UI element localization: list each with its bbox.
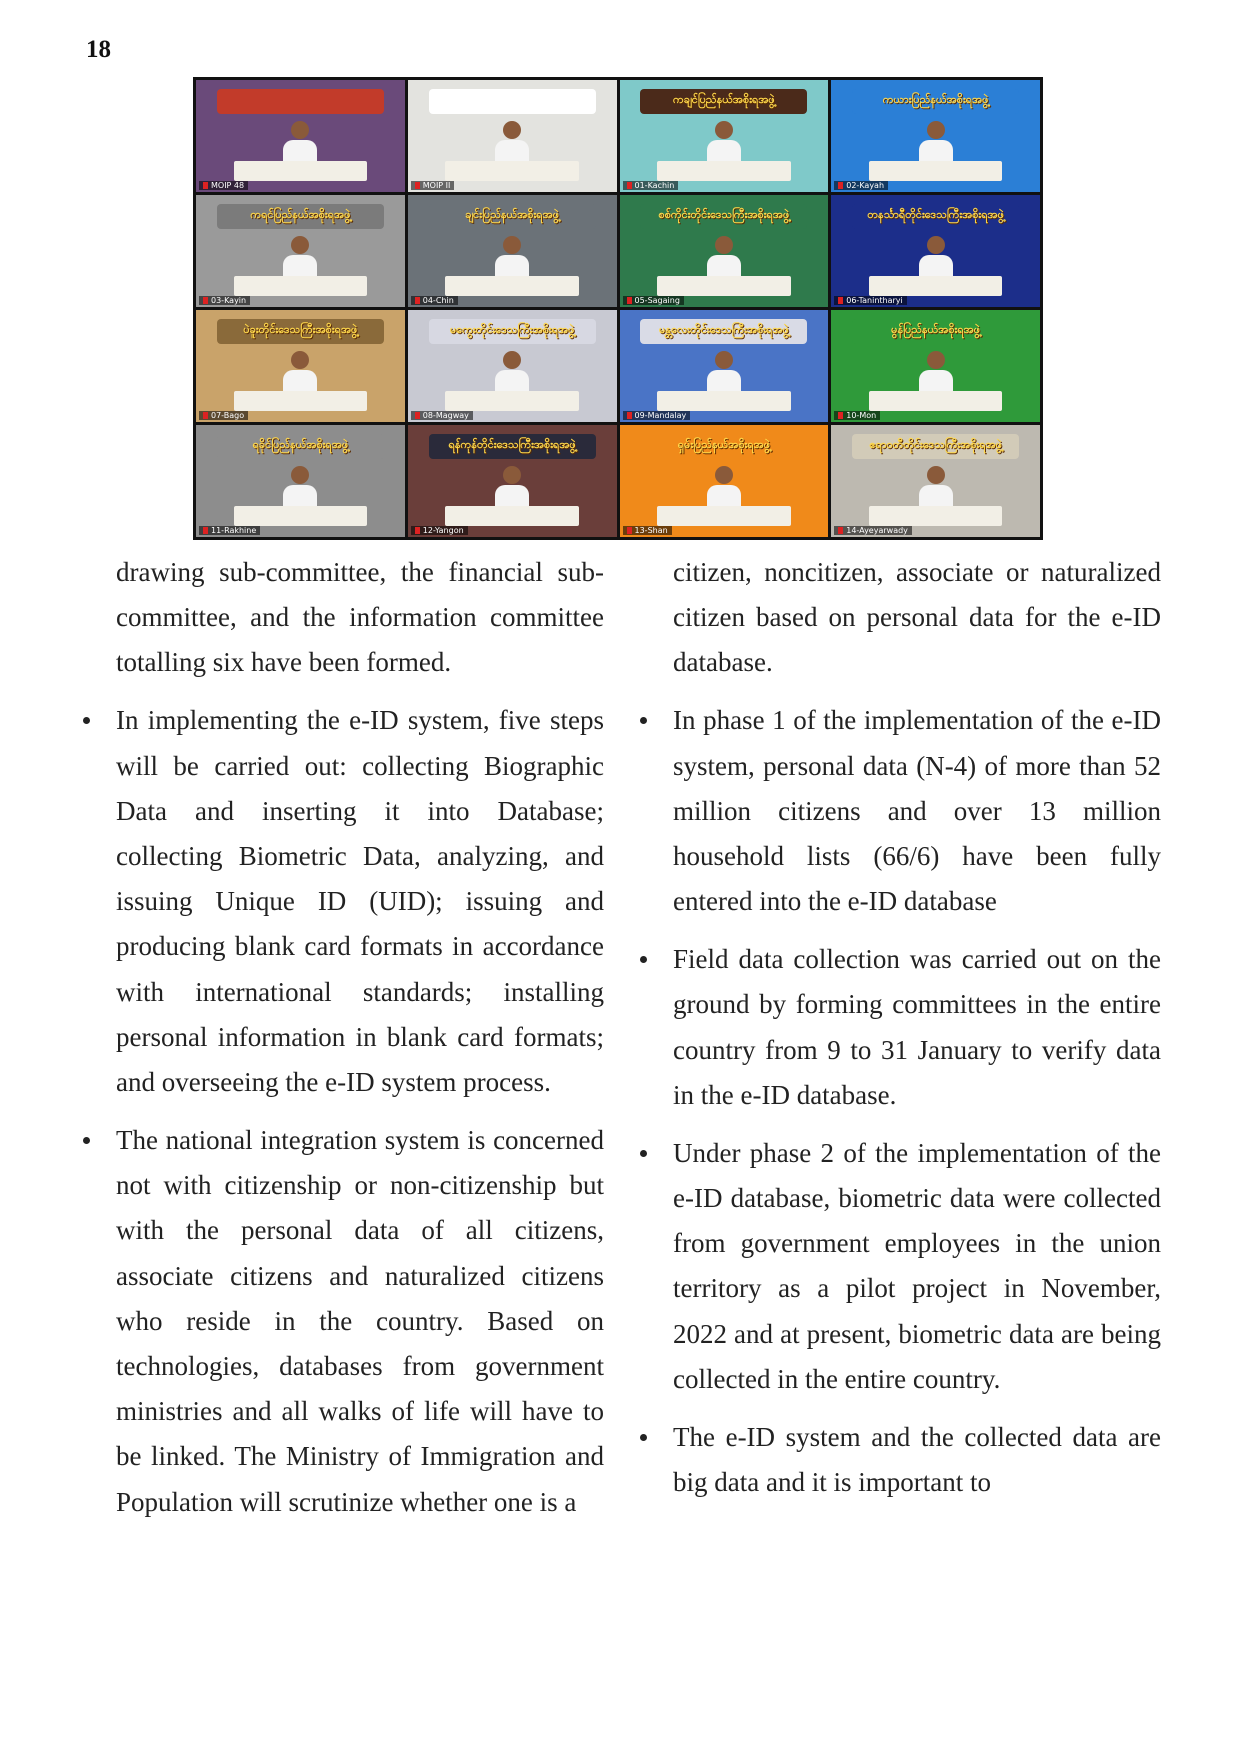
tile-label: 14-Ayeyarwady <box>834 526 912 535</box>
page-number: 18 <box>86 36 111 63</box>
conference-tile <box>408 80 617 192</box>
conference-tile <box>831 425 1040 537</box>
conference-tile <box>620 425 829 537</box>
tile-label: MOIP II <box>411 181 455 190</box>
bullet-item: The e-ID system and the collected data are big data and it is important to <box>673 1415 1161 1505</box>
right-continuation-paragraph: citizen, noncitizen, associate or naturalized citizen based on personal data for the e-ID database. <box>673 557 1161 678</box>
tile-banner <box>217 89 384 114</box>
conference-tile <box>620 80 829 192</box>
tile-banner: ပဲခူးတိုင်းဒေသကြီးအစိုးရအဖွဲ့ <box>217 319 384 344</box>
tile-label: 05-Sagaing <box>623 296 684 305</box>
tile-label: 06-Tanintharyi <box>834 296 907 305</box>
desk <box>445 506 579 526</box>
bullet-item: Under phase 2 of the implementation of the e-ID database, biometric data were collected from government employees in the union territory as a pilot project in November, 2022 and at present, biometric data are being collected in the entire country. <box>673 1131 1161 1402</box>
bullet-item: In implementing the e-ID system, five steps will be carried out: collecting Biographic Data and inserting it into Database; collecting Biometric Data, analyzing, and issuing Unique ID (UID); issuing and producing blank card formats in accordance with international standards; installing personal information in blank card formats; and overseeing the e-ID system process. <box>116 698 604 1105</box>
desk <box>657 276 791 296</box>
tile-banner: မန္တလေးတိုင်းဒေသကြီးအစိုးရအဖွဲ့ <box>640 319 807 344</box>
tile-banner <box>429 89 596 114</box>
tile-banner: မကွေးတိုင်းဒေသကြီးအစိုးရအဖွဲ့ <box>429 319 596 344</box>
tile-banner: ဧရာဝတီတိုင်းဒေသကြီးအစိုးရအဖွဲ့ <box>852 434 1019 459</box>
right-column <box>673 550 1161 1505</box>
tile-label: 13-Shan <box>623 526 672 535</box>
desk <box>869 276 1003 296</box>
desk <box>234 506 368 526</box>
tile-banner: ချင်းပြည်နယ်အစိုးရအဖွဲ့ <box>429 204 596 229</box>
desk <box>657 161 791 181</box>
tile-banner: စစ်ကိုင်းတိုင်းဒေသကြီးအစိုးရအဖွဲ့ <box>640 204 807 229</box>
tile-banner: ရှမ်းပြည်နယ်အစိုးရအဖွဲ့ <box>640 434 807 459</box>
tile-label: 08-Magway <box>411 411 473 420</box>
desk <box>869 161 1003 181</box>
desk <box>234 391 368 411</box>
desk <box>445 161 579 181</box>
tile-banner: ကချင်ပြည်နယ်အစိုးရအဖွဲ့ <box>640 89 807 114</box>
video-conference-photo <box>193 77 1043 540</box>
conference-tile <box>620 195 829 307</box>
tile-label: 02-Kayah <box>834 181 888 190</box>
desk <box>234 276 368 296</box>
tile-label: 01-Kachin <box>623 181 679 190</box>
bullet-item: Field data collection was carried out on the ground by forming committees in the entire country from 9 to 31 January to verify data in the e-ID database. <box>673 937 1161 1118</box>
desk <box>869 391 1003 411</box>
conference-tile <box>408 195 617 307</box>
tile-label: MOIP 48 <box>199 181 248 190</box>
conference-tile <box>831 80 1040 192</box>
tile-label: 03-Kayin <box>199 296 250 305</box>
desk <box>445 276 579 296</box>
tile-label: 12-Yangon <box>411 526 468 535</box>
conference-tile <box>408 425 617 537</box>
tile-label: 11-Rakhine <box>199 526 260 535</box>
tile-banner: တနင်္သာရီတိုင်းဒေသကြီးအစိုးရအဖွဲ့ <box>852 204 1019 229</box>
tile-label: 10-Mon <box>834 411 880 420</box>
conference-tile <box>196 80 405 192</box>
desk <box>234 161 368 181</box>
left-continuation-paragraph: drawing sub-committee, the financial sub-committee, and the information committee totalling six have been formed. <box>116 557 604 678</box>
desk <box>657 506 791 526</box>
tile-label: 07-Bago <box>199 411 248 420</box>
desk <box>445 391 579 411</box>
desk <box>869 506 1003 526</box>
tile-banner: ရခိုင်ပြည်နယ်အစိုးရအဖွဲ့ <box>217 434 384 459</box>
bullet-item: The national integration system is concerned not with citizenship or non-citizenship but with the personal data of all citizens, associate citizens and naturalized citizens who reside in the country. Based on technologies, databases from government ministries and all walks of life will have to be linked. The Ministry of Immigration and Population will scrutinize whether one is a <box>116 1118 604 1525</box>
conference-tile <box>196 425 405 537</box>
conference-tile <box>408 310 617 422</box>
tile-banner: ရန်ကုန်တိုင်းဒေသကြီးအစိုးရအဖွဲ့ <box>429 434 596 459</box>
conference-tile <box>831 310 1040 422</box>
conference-tile <box>620 310 829 422</box>
tile-banner: ကရင်ပြည်နယ်အစိုးရအဖွဲ့ <box>217 204 384 229</box>
bullet-item: In phase 1 of the implementation of the e-ID system, personal data (N-4) of more than 52 million citizens and over 13 million household lists (66/6) have been fully entered into the e-ID database <box>673 698 1161 924</box>
tile-banner: ကယားပြည်နယ်အစိုးရအဖွဲ့ <box>852 89 1019 114</box>
tile-label: 09-Mandalay <box>623 411 691 420</box>
conference-tile <box>196 310 405 422</box>
tile-banner: မွန်ပြည်နယ်အစိုးရအဖွဲ့ <box>852 319 1019 344</box>
desk <box>657 391 791 411</box>
conference-tile <box>831 195 1040 307</box>
tile-label: 04-Chin <box>411 296 458 305</box>
conference-tile <box>196 195 405 307</box>
left-column <box>116 550 604 1525</box>
